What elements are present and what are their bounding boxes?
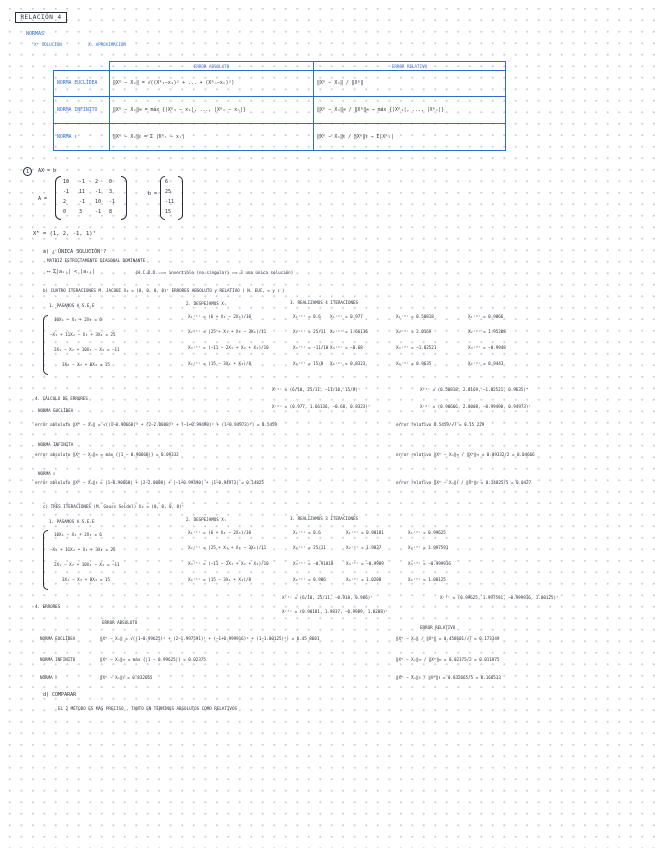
gauss-inf-abs: ‖Xᴿ − Xₙ‖∞ = máx {|1 − 0.99625|} = 0.02375: [100, 657, 206, 662]
gauss-l-label: NORMA ℓ: [40, 675, 58, 680]
matrix-a-label: A =: [38, 196, 48, 202]
matrix-a-cell: 3: [79, 209, 83, 215]
part-d-answer: EL 2 MÉTODO ES MÁS PRECISO , TANTO EN TÉRMINOS ABSOLUTOS COMO RELATIVOS: [58, 706, 237, 711]
part-c-question: c) TRES ITERACIONES (M. Gauss Seidel) X₀ = (0, 0, 0, 0)ᵀ: [43, 504, 185, 509]
row-label-infinity: NORMA INFINITO: [54, 97, 110, 124]
gauss-eq: 3X₂ − X₃ + 8X₄ = 15: [62, 577, 110, 582]
gauss-eq: 2X₁ − X₂ + 10X₃ − X₄ = −11: [54, 562, 120, 567]
gauss-system-brace: [43, 530, 48, 590]
jacobi-system-brace: [43, 315, 48, 375]
gauss-despeje: X₂⁽ᵏ⁾ = (25 + X₁ + X₃ − 3X₄)/11: [188, 545, 267, 550]
jacobi-eq: 10X₁ − X₂ + 2X₃ = 6: [54, 317, 102, 322]
jacobi-iter: X₃⁽²⁾ = −0.68: [330, 345, 363, 350]
jacobi-iter: X₁⁽⁴⁾ = 0.9066: [468, 314, 504, 319]
jacobi-eq: −X₁ + 11X₂ − X₃ + 3X₄ = 25: [50, 332, 116, 337]
jacobi-step-3: 3. REALIZAMOS 4 ITERACIONES: [290, 300, 359, 305]
gauss-eq: 10X₁ − X₂ + 2X₃ = 6: [54, 532, 102, 537]
jacobi-iter: X₂⁽³⁾ = 2.0169: [396, 329, 432, 334]
jacobi-iter: X₁⁽²⁾ = 0.977: [330, 314, 363, 319]
jacobi-despeje: X₁⁽ᵏ⁾ = (6 + X₂ − 2X₃)/10: [188, 314, 252, 319]
matrix-a-cell: -1: [95, 189, 102, 195]
gauss-euc-rel: ‖Xᴿ − Xₙ‖ / ‖Xᴿ‖ = 0.458601/√7 = 0.173349: [396, 636, 500, 641]
gauss-despeje: X₃⁽ᵏ⁾ = (−11 − 2X₁ + X₂ + X₄)/10: [188, 561, 269, 566]
jacobi-iter: X₁⁽¹⁾ = 0.6: [293, 314, 321, 319]
matrix-a-cell: 3: [109, 189, 113, 195]
matrix-a-cell: 2: [95, 179, 99, 185]
matrix-a-cell: 0: [63, 209, 67, 215]
gauss-iter: X₄⁽²⁾ = 1.0208: [346, 577, 382, 582]
jacobi-inf-abs: error absoluto ‖Xᴿ − Xₙ‖∞ = máx {|1 − 0.90668|} = 0.09332: [35, 452, 179, 457]
gauss-step-1: 1. PASAMOS A S.E.E: [49, 519, 95, 524]
infinity-rel-formula: ‖Xᴿ − Xₙ‖∞ / ‖Xᴿ‖∞ → máx {|Xᴿ₁|, ..., |Xᴿₙ|}: [314, 97, 506, 124]
vector-b-label: b =: [148, 191, 158, 197]
jacobi-eq: 3X₂ − X₃ + 8X₄ = 15: [62, 362, 110, 367]
gauss-header-abs: ERROR ABSOLUTO: [102, 620, 138, 625]
jacobi-iter: X₃⁽¹⁾ = −11/10: [293, 345, 329, 350]
gauss-iter: X₂⁽¹⁾ = 25/11: [293, 545, 326, 550]
jacobi-inf-label: NORMA INFINITA: [38, 442, 74, 447]
gauss-despeje: X₁⁽ᵏ⁾ = (6 + X₂ − 2X₃)/10: [188, 530, 252, 535]
jacobi-l-abs: error absoluto ‖Xᴿ − Xₙ‖ℓ = |1−0.90668| + |2−2.0008| + |−1+0.99490| + |1−0.94973| = 0.14825: [35, 480, 264, 485]
exact-solution: Xᴿ = (1, 2, -1, 1)ᵀ: [33, 231, 96, 237]
euclidean-abs-formula: ‖Xᴿ − Xₙ‖ = √((Xᴿ₁−x₁)² + ... + (Xᴿₙ−xₙ)²): [110, 71, 314, 97]
matrix-a-cell: 2: [63, 199, 67, 205]
jacobi-iter: X₁⁽³⁾ = 0.50818: [396, 314, 434, 319]
xn-approx-label: Xₙ APROXIMACIÓN: [88, 42, 126, 47]
system-equation: AX = b: [38, 168, 57, 174]
jacobi-vector-3: X⁽³⁾ = (0.50818, 2.0169, −1.02521, 0.9635)ᵀ: [420, 387, 529, 392]
matrix-a-cell: -1: [79, 179, 86, 185]
gauss-l-rel: ‖Xᴿ − Xₙ‖ℓ / ‖Xᴿ‖ℓ = 0.832665/5 = 0.166533: [396, 675, 501, 680]
jacobi-eq: 2X₁ − X₂ + 10X₃ − X₄ = −11: [54, 347, 120, 352]
matrix-a-cell: 11: [79, 189, 86, 195]
row-label-euclidean: NORMA EUCLÍDEA: [54, 71, 110, 97]
gauss-eq: −X₁ + 11X₂ − X₃ + 3X₄ = 25: [50, 547, 116, 552]
jacobi-iter: X₄⁽⁴⁾ = 0.9443: [468, 361, 504, 366]
gauss-iter: X₁⁽³⁾ = 0.99625: [408, 530, 446, 535]
jacobi-iter: X₄⁽²⁾ = 0.8323: [330, 361, 366, 366]
part-b-question: b) CUATRO ITERACIONES M. JACOBI X₀ = (0, 0, 0, 0)ᵀ ERRORES ABSOLUTO y RELATIVO ( N. EUC, ∞ y ℓ ): [43, 288, 285, 293]
header-relative-error: ERROR RELATIVO: [314, 62, 506, 71]
part-a-question: a) ¿ ÚNICA SOLUCIÓN ?: [43, 249, 107, 255]
gauss-vector-2: X⁽²⁾ = (0.90181, 1.9837, −0.9989, 1.0208)ᵀ: [282, 609, 388, 614]
matrix-a-left-paren: [55, 176, 61, 220]
gauss-l-abs: ‖Xᴿ − Xₙ‖ℓ = 0.832665: [100, 675, 153, 680]
matrix-a-cell: -1: [109, 199, 116, 205]
matrix-a-cell: 8: [109, 209, 113, 215]
vector-b-cell: 15: [165, 209, 172, 215]
jacobi-despeje: X₄⁽ᵏ⁾ = (15 − 3X₂ + X₃)/8: [188, 361, 252, 366]
part-a-line-2b: (H.C.D.D. ⟹ invertible (no singular) ⟹ 3 una única solución): [135, 270, 294, 275]
jacobi-euc-label: NORMA EUCLÍDEA: [38, 408, 74, 413]
jacobi-despeje: X₂⁽ᵏ⁾ = (25 + X₁ + X₃ − 3X₄)/11: [188, 329, 267, 334]
jacobi-l-label: NORMA ℓ: [38, 471, 56, 476]
l-norm-abs-formula: ‖Xᴿ − Xₙ‖ℓ = Σ |Xᴿᵢ − xᵢ|: [110, 124, 314, 151]
gauss-step-3: 3. REALIZAMOS 3 ITERACIONES: [290, 516, 359, 521]
jacobi-iter: X₂⁽⁴⁾ = 1.95388: [468, 329, 506, 334]
norms-heading: NORMAS: [26, 31, 45, 37]
jacobi-euc-rel: error relativo 0.5459/√7 = 0.15 229: [396, 422, 485, 427]
gauss-iter: X₂⁽²⁾ = 1.9837: [346, 545, 382, 550]
xr-solution-label: Xᴿ SOLUCIÓN: [34, 42, 62, 47]
jacobi-vector-4: X⁽⁴⁾ = (0.90666, 2.0008, −0.99490, 0.94973)ᵀ: [420, 404, 531, 409]
vector-b: [165, 179, 179, 219]
jacobi-despeje: X₃⁽ᵏ⁾ = (−11 − 2X₁ + X₂ + X₄)/10: [188, 345, 269, 350]
matrix-a-cell: -1: [95, 209, 102, 215]
gauss-euc-label: NORMA EUCLÍDEA: [40, 636, 76, 641]
jacobi-step-2: 2. DESPEJAMOS Xᵢ: [186, 301, 227, 306]
matrix-a-cell: 10: [95, 199, 102, 205]
euclidean-rel-formula: ‖Xᴿ − Xₙ‖ / ‖Xᴿ‖: [314, 71, 506, 97]
jacobi-iter: X₂⁽¹⁾ = 25/11: [293, 329, 326, 334]
jacobi-iter: X₄⁽³⁾ = 0.9635: [396, 361, 432, 366]
gauss-vector-1: X⁽¹⁾ = (6/10, 25/11, −0.918, 0.986)ᵀ: [282, 595, 373, 600]
gauss-euc-abs: ‖Xᴿ − Xₙ‖ = √((1−0.99625)² + (2−1.997591)² + (−1+0.999916)² + (1−1.00125)²) = 0.45 8601: [100, 636, 320, 641]
matrix-a-right-paren: [121, 176, 127, 220]
jacobi-iter: X₂⁽²⁾ = 1.66136: [330, 329, 368, 334]
jacobi-vector-2: X⁽²⁾ = (0.977, 1.66136, −0.68, 0.8323)ᵀ: [272, 404, 371, 409]
gauss-despeje: X₄⁽ᵏ⁾ = (15 − 3X₂ + X₃)/8: [188, 577, 252, 582]
header-absolute-error: ERROR ABSOLUTO: [110, 62, 314, 71]
gauss-iter: X₁⁽²⁾ = 0.90181: [346, 530, 384, 535]
gauss-vector-3: X⁽³⁾ = (0.99625, 1.997591, −0.999916, 1.00125)ᵀ: [440, 595, 559, 600]
gauss-inf-rel: ‖Xᴿ − Xₙ‖∞ / ‖Xᴿ‖∞ = 0.02375/2 = 0.011875: [396, 657, 500, 662]
infinity-abs-formula: ‖Xᴿ − Xₙ‖∞ = máx {|Xᴿ₁ − x₁|, ..., |Xᴿₙ − xₙ|}: [110, 97, 314, 124]
jacobi-inf-rel: error relativo ‖Xᴿ − Xₙ‖∞ / ‖Xᴿ‖∞ = 0.09332/2 = 0.04666: [396, 452, 535, 457]
part-d-question: d) COMPARAR: [43, 692, 77, 698]
gauss-header-rel: ERROR RELATIVO: [420, 625, 456, 630]
jacobi-l-rel: error relativo ‖Xᴿ − Xₙ‖ℓ / ‖Xᴿ‖ℓ = 0.14825/5 = 0.0427: [396, 480, 532, 485]
gauss-iter: X₄⁽¹⁾ = 0.986: [293, 577, 326, 582]
vector-b-cell: 6: [165, 179, 169, 185]
gauss-step-2: 2. DESPEJAMOS Xᵢ: [186, 517, 227, 522]
row-label-l-norm: NORMA ℓ: [54, 124, 110, 151]
problem-number: 1: [23, 167, 32, 176]
matrix-a-cell: 0: [109, 179, 113, 185]
jacobi-step-1: 1. PASAMOS A S.E.E: [49, 303, 95, 308]
matrix-a-cell: -1: [63, 189, 70, 195]
jacobi-euc-abs: error absoluto ‖Xᴿ − Xₙ‖ = √((1−0.90668)² + (2−2.0008)² + (−1+0.99490)² + (1−0.94973)²) = 0.5459: [35, 422, 278, 427]
matrix-a-cell: 10: [63, 179, 70, 185]
jacobi-step-4: 4. CÁLCULO DE ERRORES: [35, 396, 88, 401]
part-a-line-2: ⟷ Σ|aᵢⱼ| < |aᵢᵢ|: [47, 269, 96, 275]
part-a-line-1: MATRIZ ESTRICTAMENTE DIAGONAL DOMINANTE: [47, 258, 146, 263]
gauss-iter: X₃⁽²⁾ = −0.9989: [346, 561, 384, 566]
gauss-step-4: 4. ERRORES: [35, 604, 61, 609]
jacobi-iter: X₃⁽³⁾ = −1.02521: [396, 345, 437, 350]
page-title: RELACIÓN 4: [15, 12, 67, 23]
jacobi-vector-1: X⁽¹⁾ = (6/10, 25/11, −11/10, 15/8)ᵀ: [272, 387, 361, 392]
gauss-iter: X₁⁽¹⁾ = 0.6: [293, 530, 321, 535]
norms-table: [53, 61, 506, 151]
gauss-iter: X₃⁽¹⁾ = −0.91818: [293, 561, 334, 566]
matrix-a-cell: -1: [79, 199, 86, 205]
gauss-iter: X₄⁽³⁾ = 1.00125: [408, 577, 446, 582]
vector-b-cell: 25: [165, 189, 172, 195]
gauss-iter: X₃⁽³⁾ = −0.999916: [408, 561, 451, 566]
vector-b-cell: -11: [165, 199, 175, 205]
jacobi-iter: X₃⁽⁴⁾ = −0.9948: [468, 345, 506, 350]
gauss-iter: X₂⁽³⁾ = 1.997591: [408, 545, 449, 550]
gauss-inf-label: NORMA INFINITO: [40, 657, 76, 662]
jacobi-iter: X₄⁽¹⁾ = 15/8: [293, 361, 324, 366]
l-norm-rel-formula: ‖Xᴿ − Xₙ‖ℓ / ‖Xᴿ‖ℓ → Σ|Xᴿᵢ|: [314, 124, 506, 151]
matrix-a: [63, 179, 121, 219]
